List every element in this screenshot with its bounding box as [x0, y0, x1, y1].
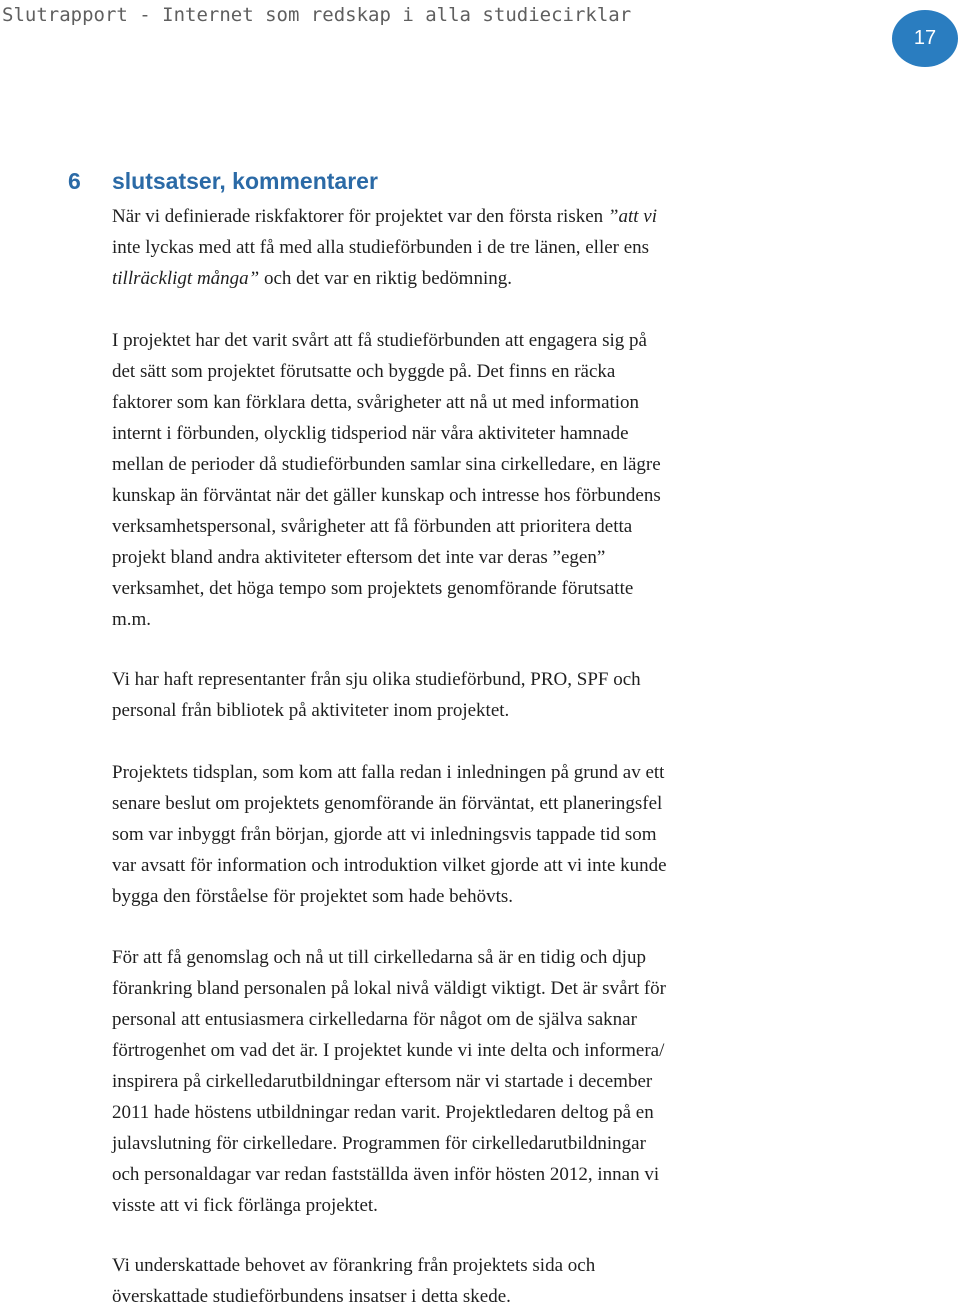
section-title: slutsatser, kommentarer: [112, 168, 378, 194]
paragraph-line: som var inbyggt från början, gjorde att vi inledningsvis tappade tid som: [112, 824, 657, 845]
paragraph-line: julavslutning för cirkelledare. Programmen för cirkelledarutbildningar: [112, 1133, 646, 1154]
paragraph-1: [112, 201, 812, 294]
paragraph-6: [112, 1250, 812, 1312]
paragraph-line: För att få genomslag och nå ut till cirkelledarna så är en tidig och djup: [112, 947, 646, 968]
paragraph-line: [112, 263, 812, 294]
paragraph-line: Vi underskattade behovet av förankring från projektets sida och: [112, 1255, 596, 1276]
paragraph-line: inte lyckas med att få med alla studieförbunden i de tre länen, eller ens: [112, 237, 650, 258]
paragraph-line: senare beslut om projektets genomförande än förväntat, ett planeringsfel: [112, 793, 663, 814]
paragraph-line: 2011 hade höstens utbildningar redan varit. Projektledaren deltog på en: [112, 1102, 654, 1123]
paragraph-3: [112, 664, 812, 726]
paragraph-line: I projektet har det varit svårt att få studieförbunden att engagera sig på: [112, 330, 647, 351]
section-number: 6: [68, 168, 81, 194]
paragraph-line: överskattade studieförbundens insatser i detta skede.: [112, 1286, 511, 1307]
paragraph-4: [112, 757, 812, 912]
paragraph-line: inspirera på cirkelledarutbildningar eftersom när vi startade i december: [112, 1071, 653, 1092]
paragraph-line: personal att entusiasmera cirkelledarna för något om de själva saknar: [112, 1009, 637, 1030]
paragraph-line: verksamhet, det höga tempo som projektets genomförande förutsatte: [112, 578, 634, 599]
italic-phrase: tillräckligt många”: [112, 268, 260, 289]
paragraph-line: det sätt som projektet förutsatte och byggde på. Det finns en räcka: [112, 361, 616, 382]
paragraph-line: Vi har haft representanter från sju olika studieförbund, PRO, SPF och: [112, 669, 641, 690]
paragraph-line: kunskap än förväntat när det gäller kunskap och intresse hos förbundens: [112, 485, 661, 506]
paragraph-text: När vi definierade riskfaktorer för projektet var den första risken: [112, 206, 604, 227]
page-number-badge: 17: [892, 10, 958, 67]
paragraph-line: var avsatt för information och introduktion vilket gjorde att vi inte kunde: [112, 855, 667, 876]
paragraph-line: mellan de perioder då studieförbunden samlar sina cirkelledare, en lägre: [112, 454, 661, 475]
section-heading: [68, 168, 378, 195]
paragraph-line: bygga den förståelse för projektet som hade behövts.: [112, 886, 513, 907]
paragraph-line: och personaldagar var redan fastställda även inför hösten 2012, innan vi: [112, 1164, 660, 1185]
paragraph-line: faktorer som kan förklara detta, svårigheter att nå ut med information: [112, 392, 640, 413]
italic-phrase: ”att vi: [607, 206, 657, 227]
paragraph-line: Projektets tidsplan, som kom att falla redan i inledningen på grund av ett: [112, 762, 665, 783]
paragraph-line: visste att vi fick förlänga projektet.: [112, 1195, 378, 1216]
paragraph-line: förtrogenhet om vad det är. I projektet kunde vi inte delta och informera/: [112, 1040, 665, 1061]
paragraph-line: [112, 201, 812, 232]
paragraph-2: [112, 325, 812, 635]
paragraph-line: verksamhetspersonal, svårigheter att få förbunden att prioritera detta: [112, 516, 633, 537]
paragraph-5: [112, 942, 812, 1221]
paragraph-line: internt i förbunden, olycklig tidsperiod när våra aktiviteter hamnade: [112, 423, 629, 444]
paragraph-line: projekt bland andra aktiviteter eftersom det inte var deras ”egen”: [112, 547, 606, 568]
paragraph-text: och det var en riktig bedömning.: [264, 268, 512, 289]
paragraph-line: m.m.: [112, 609, 152, 630]
paragraph-line: personal från bibliotek på aktiviteter inom projektet.: [112, 700, 510, 721]
running-header-title: Slutrapport - Internet som redskap i alla studiecirklar: [2, 4, 632, 26]
paragraph-line: förankring bland personalen på lokal nivå väldigt viktigt. Det är svårt för: [112, 978, 667, 999]
